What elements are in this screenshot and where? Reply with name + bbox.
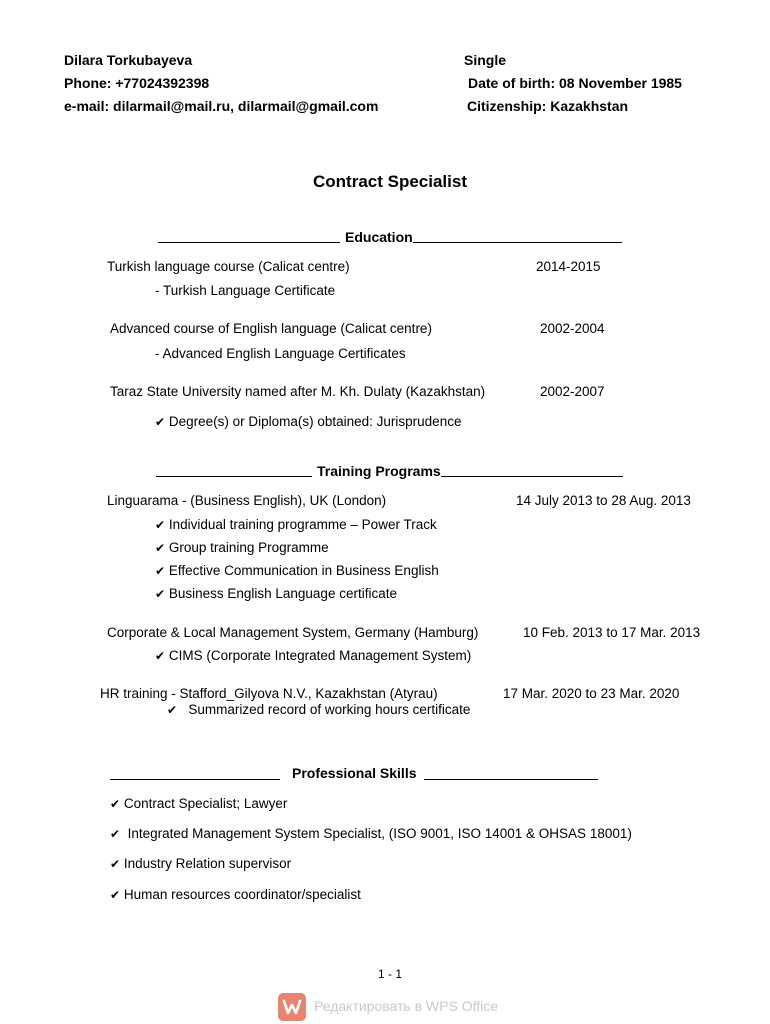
- check-icon: ✔: [110, 857, 121, 871]
- check-icon: ✔: [155, 415, 166, 429]
- check-icon: ✔: [155, 587, 166, 601]
- education-item-years: 2002-2004: [540, 321, 605, 336]
- training-item-dates: 10 Feb. 2013 to 17 Mar. 2013: [523, 625, 701, 640]
- check-icon: ✔: [110, 827, 121, 841]
- training-bullet: ✔ Individual training programme – Power Track: [155, 517, 437, 532]
- wps-logo-icon[interactable]: [278, 993, 306, 1021]
- marital-status: Single: [464, 52, 507, 68]
- phone: Phone: +77024392398: [64, 75, 210, 91]
- date-of-birth: Date of birth: 08 November 1985: [468, 75, 682, 91]
- section-rule: [424, 779, 598, 780]
- training-item-dates: 17 Mar. 2020 to 23 Mar. 2020: [503, 686, 680, 701]
- training-item-dates: 14 July 2013 to 28 Aug. 2013: [516, 493, 691, 508]
- section-rule: [156, 476, 312, 477]
- training-bullet: ✔ Summarized record of working hours certificate: [167, 702, 471, 717]
- section-rule: [158, 242, 340, 243]
- check-icon: ✔: [155, 518, 166, 532]
- skill-item: ✔ Human resources coordinator/specialist: [110, 887, 361, 902]
- skills-heading: Professional Skills: [292, 765, 417, 781]
- skill-item: ✔ Industry Relation supervisor: [110, 856, 292, 871]
- education-item-detail: - Turkish Language Certificate: [155, 283, 336, 298]
- education-item-name: Turkish language course (Calicat centre): [107, 259, 350, 274]
- section-rule: [110, 779, 280, 780]
- education-item-name: Taraz State University named after M. Kh. Dulaty (Kazakhstan): [110, 384, 486, 399]
- check-icon: ✔: [110, 797, 121, 811]
- training-bullet: ✔ CIMS (Corporate Integrated Management System): [155, 648, 472, 663]
- section-rule: [413, 242, 622, 243]
- training-item-name: Linguarama - (Business English), UK (London): [107, 493, 387, 508]
- training-bullet: ✔ Group training Programme: [155, 540, 329, 555]
- citizenship: Citizenship: Kazakhstan: [467, 98, 629, 114]
- email: e-mail: dilarmail@mail.ru, dilarmail@gmail.com: [64, 98, 379, 114]
- education-item-detail: - Advanced English Language Certificates: [155, 346, 406, 361]
- education-heading: Education: [345, 229, 413, 245]
- skill-item: ✔ Integrated Management System Specialist, (ISO 9001, ISO 14001 & OHSAS 18001): [110, 826, 632, 841]
- skill-item: ✔ Contract Specialist; Lawyer: [110, 796, 288, 811]
- education-item-years: 2002-2007: [540, 384, 605, 399]
- section-rule: [441, 476, 623, 477]
- training-heading: Training Programs: [317, 463, 441, 479]
- education-item-name: Advanced course of English language (Calicat centre): [110, 321, 432, 336]
- training-bullet: ✔ Business English Language certificate: [155, 586, 397, 601]
- check-icon: ✔: [167, 703, 178, 717]
- page-title: Contract Specialist: [313, 172, 467, 191]
- edit-in-wps-link[interactable]: Редактировать в WPS Office: [314, 998, 499, 1014]
- candidate-name: Dilara Torkubayeva: [64, 52, 193, 68]
- education-item-years: 2014-2015: [536, 259, 601, 274]
- page-number: 1 - 1: [377, 967, 402, 981]
- check-icon: ✔: [155, 649, 166, 663]
- check-icon: ✔: [110, 888, 121, 902]
- training-item-name: Corporate & Local Management System, Germany (Hamburg): [107, 625, 479, 640]
- check-icon: ✔: [155, 564, 166, 578]
- check-icon: ✔: [155, 541, 166, 555]
- training-item-name: HR training - Stafford_Gilyova N.V., Kazakhstan (Atyrau): [100, 686, 438, 701]
- training-bullet: ✔ Effective Communication in Business English: [155, 563, 439, 578]
- education-item-detail: ✔ Degree(s) or Diploma(s) obtained: Jurisprudence: [155, 414, 462, 429]
